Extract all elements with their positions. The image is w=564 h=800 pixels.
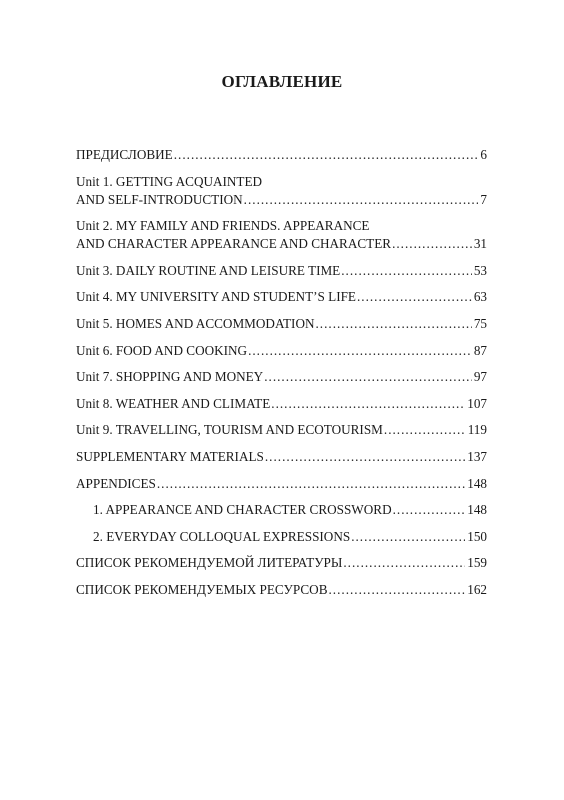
dot-leader	[265, 448, 465, 466]
dot-leader	[341, 262, 472, 280]
toc-entry-page: 53	[473, 262, 487, 278]
dot-leader	[248, 342, 472, 360]
toc-entry-page: 148	[467, 475, 487, 491]
toc-entry-unit-1[interactable]	[76, 173, 487, 209]
toc-entry-page: 7	[480, 191, 487, 207]
table-of-contents	[76, 146, 487, 608]
toc-entry-preface[interactable]	[76, 146, 487, 164]
toc-entry-unit-9[interactable]	[76, 421, 487, 439]
dot-leader	[392, 235, 472, 253]
dot-leader	[343, 554, 465, 572]
dot-leader	[174, 146, 479, 164]
toc-entry-label: Unit 6. FOOD AND COOKING	[76, 342, 248, 358]
toc-entry-page: 150	[467, 528, 487, 544]
toc-entry-unit-4[interactable]	[76, 288, 487, 306]
toc-entry-label: СПИСОК РЕКОМЕНДУЕМЫХ РЕСУРСОВ	[76, 581, 328, 597]
toc-entry-page: 6	[480, 147, 487, 162]
toc-entry-label: Unit 3. DAILY ROUTINE AND LEISURE TIME	[76, 262, 341, 278]
page-title: ОГЛАВЛЕНИЕ	[221, 72, 343, 91]
toc-entry-label: Unit 7. SHOPPING AND MONEY	[76, 369, 264, 385]
toc-entry-label: Unit 9. TRAVELLING, TOURISM AND ECOTOURISM	[76, 422, 383, 438]
toc-entry-label: СПИСОК РЕКОМЕНДУЕМОЙ ЛИТЕРАТУРЫ	[76, 555, 343, 571]
toc-entry-page: 97	[473, 369, 487, 385]
toc-entry-label: Unit 8. WEATHER AND CLIMATE	[76, 395, 271, 411]
dot-leader	[244, 191, 479, 209]
toc-entry-label: ПРЕДИСЛОВИЕ	[76, 147, 173, 162]
dot-leader	[271, 395, 465, 413]
toc-entry-page: 31	[473, 236, 487, 252]
toc-entry-label: SUPPLEMENTARY MATERIALS	[76, 448, 264, 464]
toc-entry-label: AND CHARACTER APPEARANCE AND CHARACTER	[76, 236, 392, 252]
toc-entry-label-line1: Unit 2. MY FAMILY AND FRIENDS. APPEARANCE	[76, 218, 370, 234]
toc-entry-label: Unit 4. MY UNIVERSITY AND STUDENT’S LIFE	[76, 289, 356, 305]
toc-entry-label-line1: Unit 1. GETTING ACQUAINTED	[76, 173, 263, 189]
toc-entry-literature[interactable]	[76, 554, 487, 572]
toc-entry-page: 119	[467, 422, 487, 438]
dot-leader	[157, 475, 465, 493]
toc-entry-supplementary[interactable]	[76, 448, 487, 466]
toc-entry-unit-8[interactable]	[76, 395, 487, 413]
toc-entry-page: 148	[467, 502, 487, 518]
toc-entry-unit-2[interactable]	[76, 217, 487, 253]
toc-entry-unit-6[interactable]	[76, 342, 487, 360]
toc-entry-unit-3[interactable]	[76, 262, 487, 280]
toc-entry-page: 107	[467, 395, 487, 411]
toc-entry-page: 63	[473, 289, 487, 305]
toc-entry-label: 2. EVERYDAY COLLOQUAL EXPRESSIONS	[93, 528, 351, 544]
dot-leader	[357, 288, 472, 306]
toc-entry-label: AND SELF-INTRODUCTION	[76, 191, 243, 207]
toc-entry-appendix-1[interactable]	[76, 501, 487, 519]
dot-leader	[384, 421, 466, 439]
toc-entry-page: 162	[467, 581, 487, 597]
toc-entry-page: 87	[473, 342, 487, 358]
toc-entry-unit-7[interactable]	[76, 368, 487, 386]
toc-entry-resources[interactable]	[76, 581, 487, 599]
dot-leader	[329, 581, 466, 599]
toc-entry-page: 137	[467, 448, 487, 464]
toc-entry-appendices[interactable]	[76, 475, 487, 493]
dot-leader	[351, 528, 465, 546]
dot-leader	[393, 501, 466, 519]
toc-entry-page: 159	[467, 555, 487, 571]
toc-entry-unit-5[interactable]	[76, 315, 487, 333]
dot-leader	[316, 315, 472, 333]
toc-entry-label: APPENDICES	[76, 475, 156, 491]
toc-entry-label: 1. APPEARANCE AND CHARACTER CROSSWORD	[93, 502, 392, 518]
toc-entry-page: 75	[473, 315, 487, 331]
toc-entry-appendix-2[interactable]	[76, 528, 487, 546]
toc-entry-label: Unit 5. HOMES AND ACCOMMODATION	[76, 315, 315, 331]
dot-leader	[264, 368, 472, 386]
